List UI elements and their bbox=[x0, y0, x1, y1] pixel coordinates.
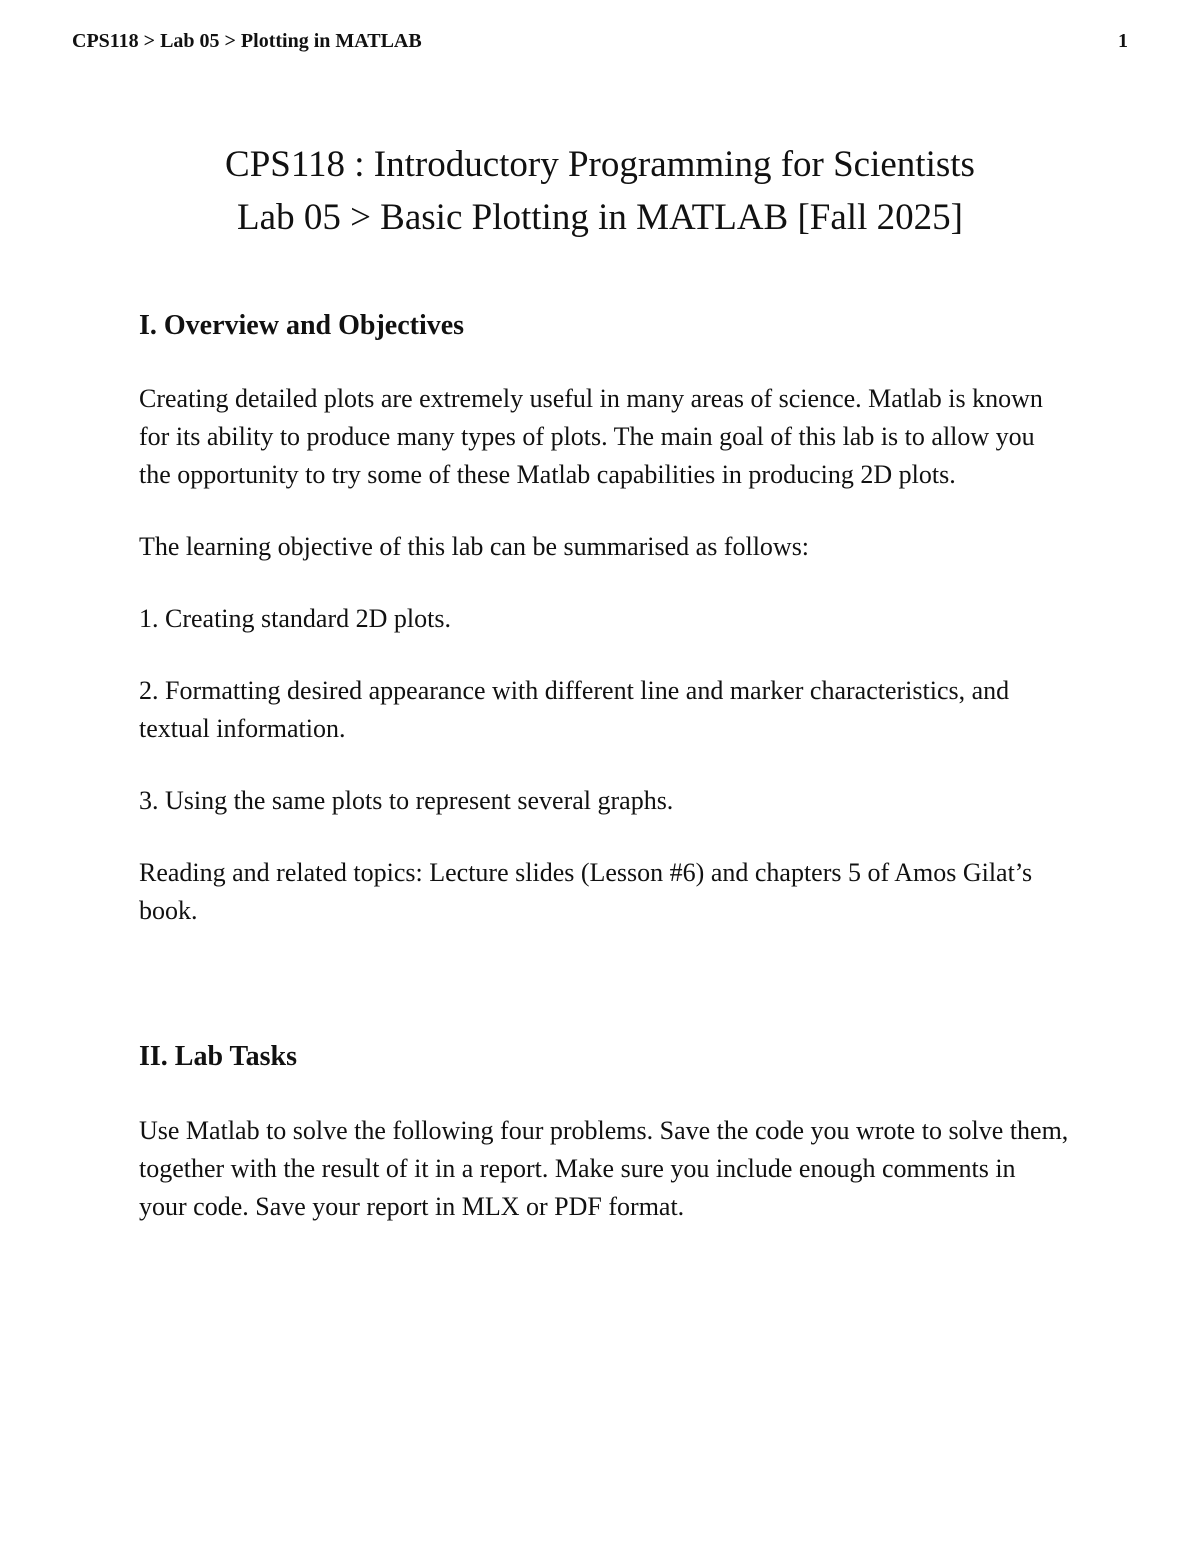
lab-tasks-paragraph: Use Matlab to solve the following four problems. Save the code you wrote to solve them, together with the result of it in a report. Make sure you include enough comments in your code. Save your report in MLX or PDF format. bbox=[139, 1116, 1069, 1221]
title-line-1: CPS118 : Introductory Programming for Scientists bbox=[225, 144, 975, 185]
section-heading-overview: I. Overview and Objectives bbox=[139, 310, 465, 341]
page-number: 1 bbox=[1118, 30, 1128, 52]
objective-item: 3. Using the same plots to represent several graphs. bbox=[139, 786, 674, 815]
document-body bbox=[139, 306, 1069, 1226]
objectives-lead: The learning objective of this lab can be summarised as follows: bbox=[139, 532, 810, 561]
header-breadcrumb: CPS118 > Lab 05 > Plotting in MATLAB bbox=[72, 30, 422, 52]
document-title bbox=[0, 138, 1200, 244]
title-line-2: Lab 05 > Basic Plotting in MATLAB [Fall 2025] bbox=[237, 197, 963, 238]
reading-paragraph: Reading and related topics: Lecture slides (Lesson #6) and chapters 5 of Amos Gilat’s book. bbox=[139, 858, 1033, 925]
overview-paragraph: Creating detailed plots are extremely useful in many areas of science. Matlab is known for its ability to produce many types of plots. The main goal of this lab is to allow you the opportunity to try some of these Matlab capabilities in producing 2D plots. bbox=[139, 384, 1043, 489]
objective-item: 2. Formatting desired appearance with different line and marker characteristics, and textual information. bbox=[139, 676, 1010, 743]
running-header bbox=[72, 30, 1128, 60]
section-heading-lab-tasks: II. Lab Tasks bbox=[139, 1041, 298, 1072]
objective-item: 1. Creating standard 2D plots. bbox=[139, 604, 451, 633]
